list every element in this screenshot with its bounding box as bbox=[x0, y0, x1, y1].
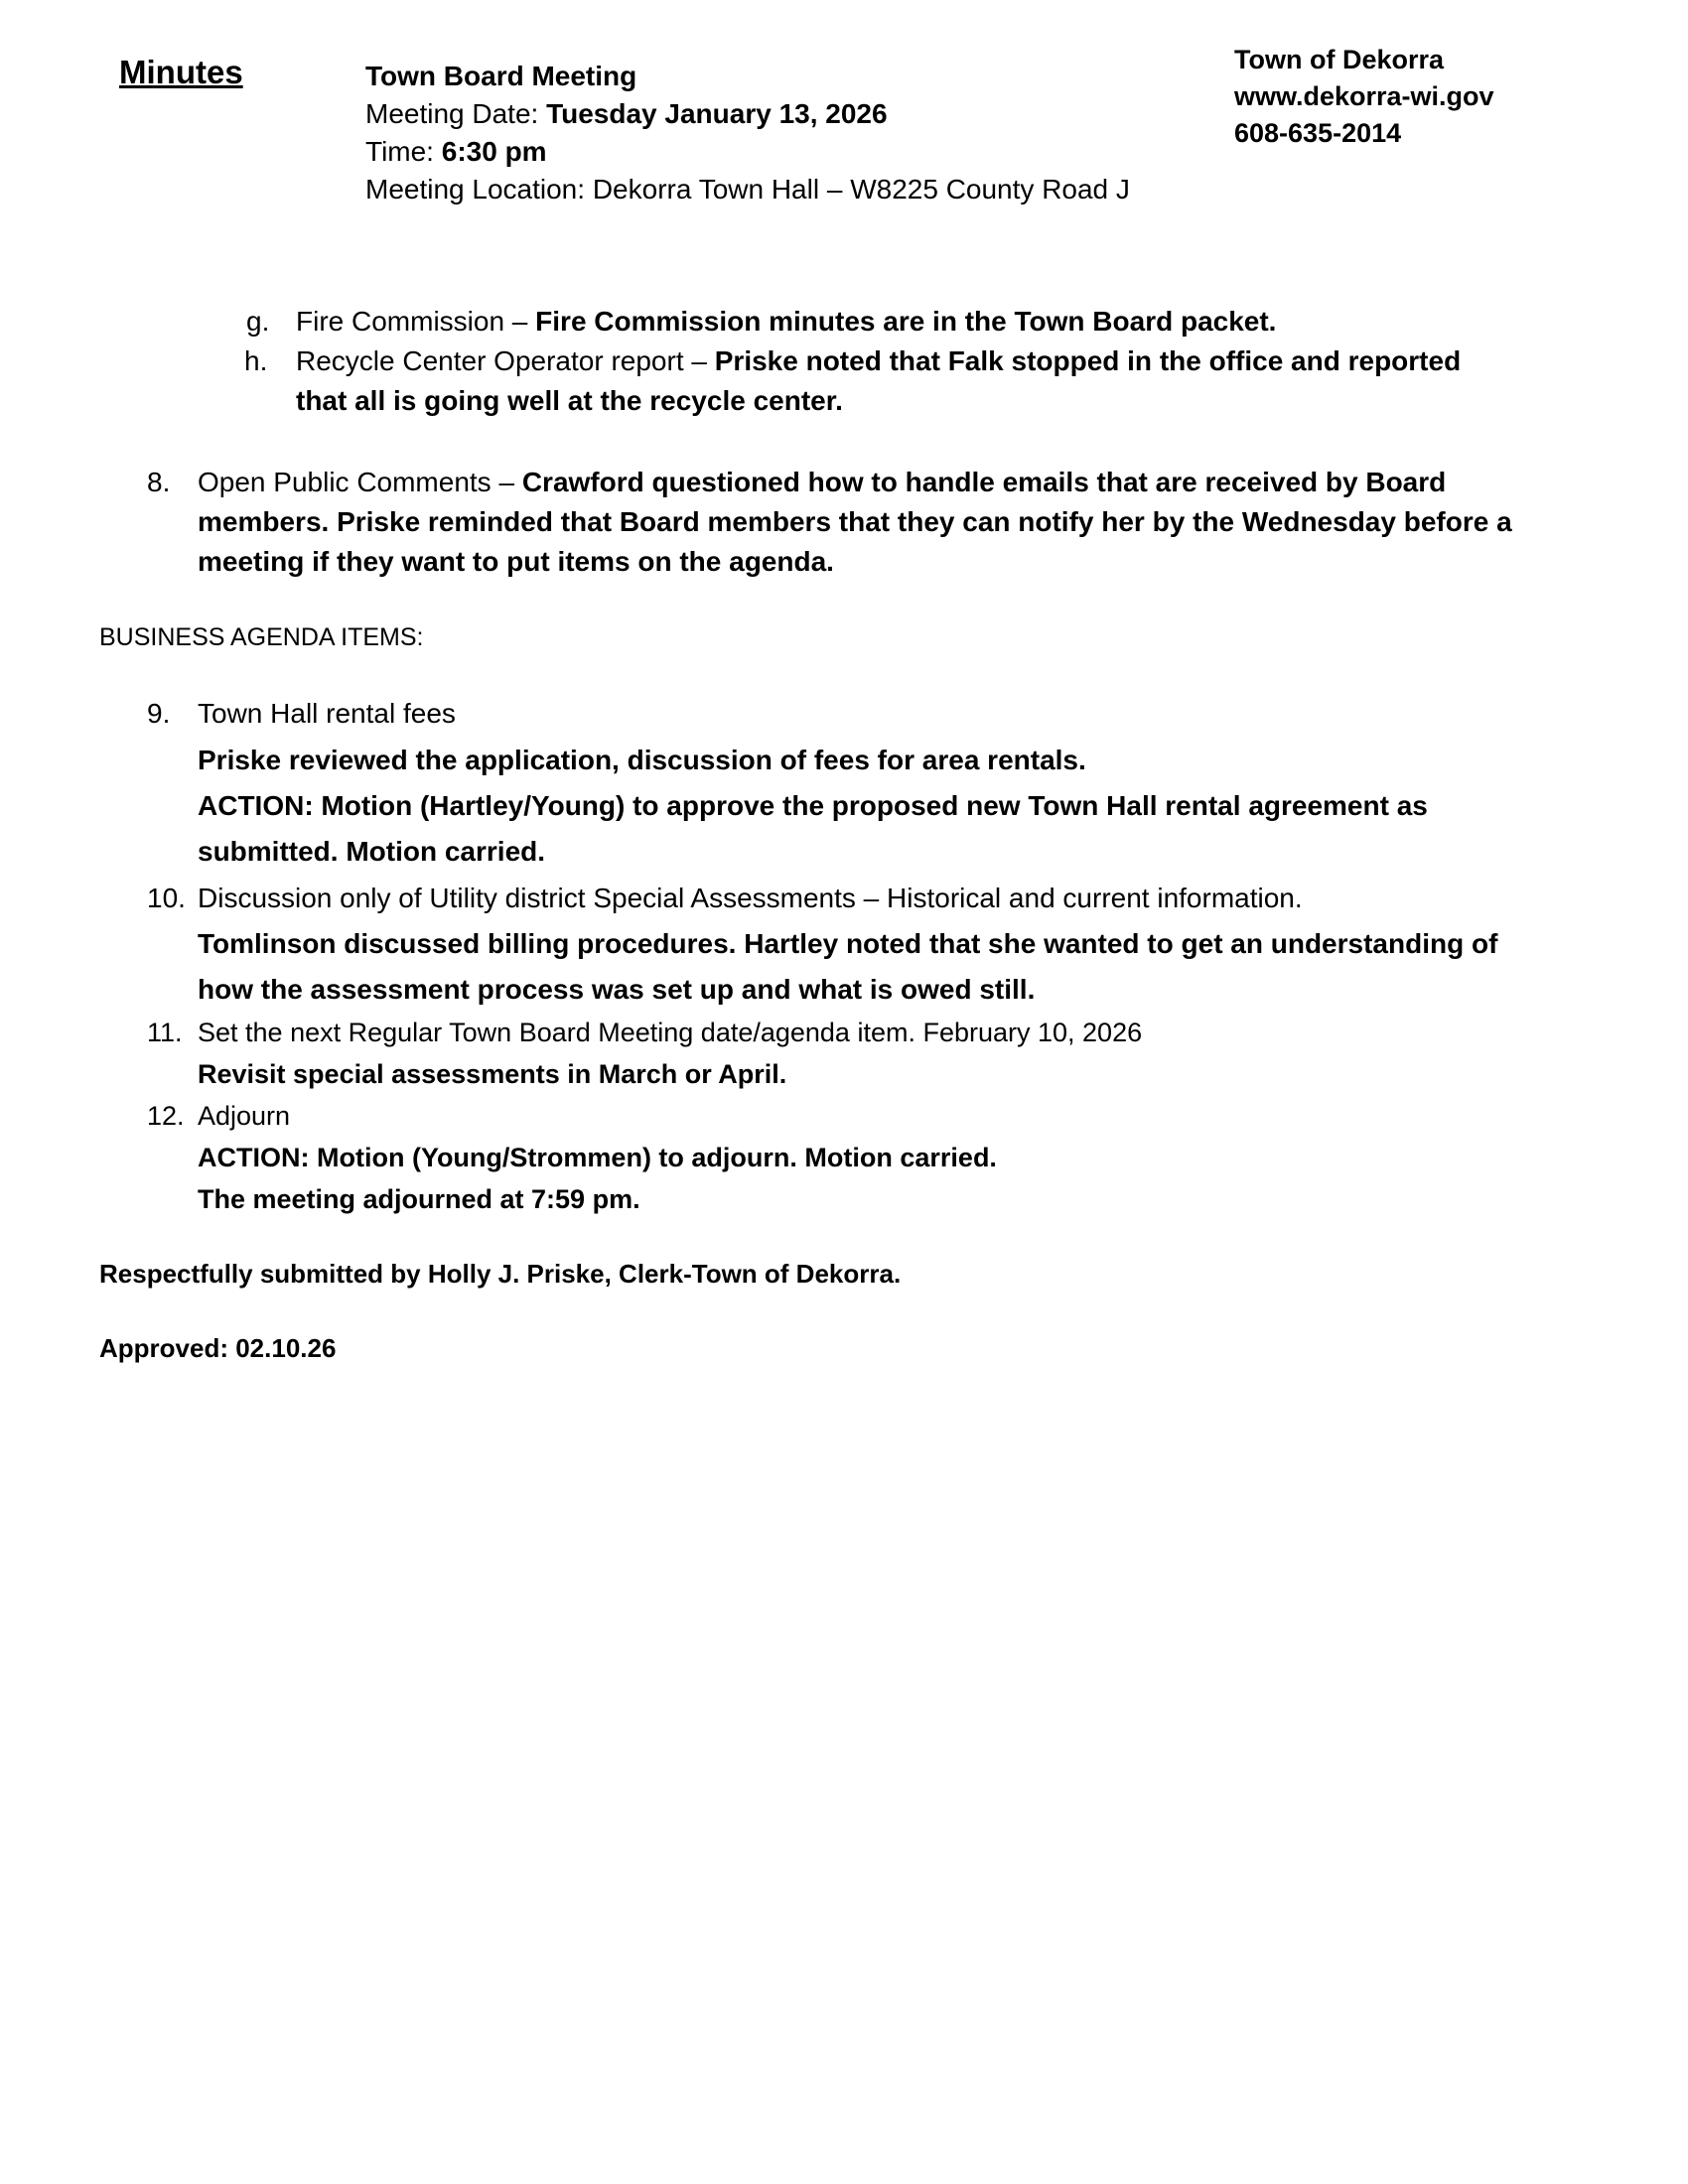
item-note: Priske reviewed the application, discussion of fees for area rentals. bbox=[198, 745, 1086, 775]
report-marker-g: g. bbox=[246, 306, 270, 337]
meeting-info bbox=[365, 58, 1130, 208]
business-agenda-heading: BUSINESS AGENDA ITEMS: bbox=[99, 623, 424, 651]
submitted-by: Respectfully submitted by Holly J. Priske, Clerk-Town of Dekorra. bbox=[99, 1259, 902, 1289]
report-detail: Priske noted that Falk stopped in the office and reported bbox=[714, 345, 1462, 376]
report-label: Recycle Center Operator report – bbox=[296, 345, 707, 376]
town-website: www.dekorra-wi.gov bbox=[1234, 81, 1494, 111]
town-name: Town of Dekorra bbox=[1234, 45, 1445, 74]
minutes-label: Minutes bbox=[119, 54, 243, 90]
meeting-date-value: Tuesday January 13, 2026 bbox=[546, 98, 888, 129]
item-title: Set the next Regular Town Board Meeting date/agenda item. February 10, 2026 bbox=[198, 1018, 1143, 1047]
report-recycle-center bbox=[296, 342, 1461, 380]
item-title: Discussion only of Utility district Special Assessments – Historical and current information. bbox=[198, 883, 1303, 913]
item-note: Tomlinson discussed billing procedures. Hartley noted that she wanted to get an understanding of bbox=[198, 928, 1498, 959]
town-contact bbox=[1234, 42, 1494, 152]
item-title: Adjourn bbox=[198, 1101, 291, 1131]
meeting-date-label: Meeting Date: bbox=[365, 98, 539, 129]
public-comments-line-2: members. Priske reminded that Board members that they can notify her by the Wednesday before a bbox=[198, 506, 1512, 537]
meeting-title: Town Board Meeting bbox=[365, 61, 637, 91]
meeting-location-row bbox=[365, 171, 1130, 208]
item-title: Town Hall rental fees bbox=[198, 698, 456, 729]
public-comments-label: Open Public Comments – bbox=[198, 467, 515, 497]
report-fire-commission bbox=[296, 303, 1276, 341]
item-marker-10: 10. bbox=[147, 883, 186, 913]
meeting-time-label: Time: bbox=[365, 136, 434, 167]
item-note: The meeting adjourned at 7:59 pm. bbox=[198, 1184, 640, 1214]
report-marker-h: h. bbox=[244, 345, 268, 376]
meeting-time-value: 6:30 pm bbox=[441, 136, 547, 167]
item-action: ACTION: Motion (Hartley/Young) to approve the proposed new Town Hall rental agreement as bbox=[198, 790, 1428, 821]
item-action-continued: submitted. Motion carried. bbox=[198, 836, 546, 867]
public-comments-text: Crawford questioned how to handle emails that are received by Board bbox=[521, 467, 1447, 497]
item-note: Revisit special assessments in March or April. bbox=[198, 1059, 787, 1089]
meeting-location-value: Dekorra Town Hall – W8225 County Road J bbox=[592, 174, 1130, 205]
public-comments-line bbox=[198, 464, 1446, 501]
meeting-location-label: Meeting Location: bbox=[365, 174, 586, 205]
meeting-time-row bbox=[365, 133, 1130, 171]
item-marker-8: 8. bbox=[147, 467, 171, 497]
report-detail: Fire Commission minutes are in the Town Board packet. bbox=[535, 306, 1277, 337]
item-action: ACTION: Motion (Young/Strommen) to adjourn. Motion carried. bbox=[198, 1143, 997, 1172]
public-comments-line-3: meeting if they want to put items on the agenda. bbox=[198, 546, 834, 577]
approved-date: Approved: 02.10.26 bbox=[99, 1333, 337, 1363]
item-marker-9: 9. bbox=[147, 698, 171, 729]
item-note-continued: how the assessment process was set up and what is owed still. bbox=[198, 974, 1036, 1005]
meeting-date-row bbox=[365, 95, 1130, 133]
report-label: Fire Commission – bbox=[296, 306, 528, 337]
item-marker-12: 12. bbox=[147, 1101, 185, 1131]
item-marker-11: 11. bbox=[147, 1018, 183, 1047]
report-detail-continued: that all is going well at the recycle center. bbox=[296, 385, 843, 416]
town-phone: 608-635-2014 bbox=[1234, 118, 1402, 148]
